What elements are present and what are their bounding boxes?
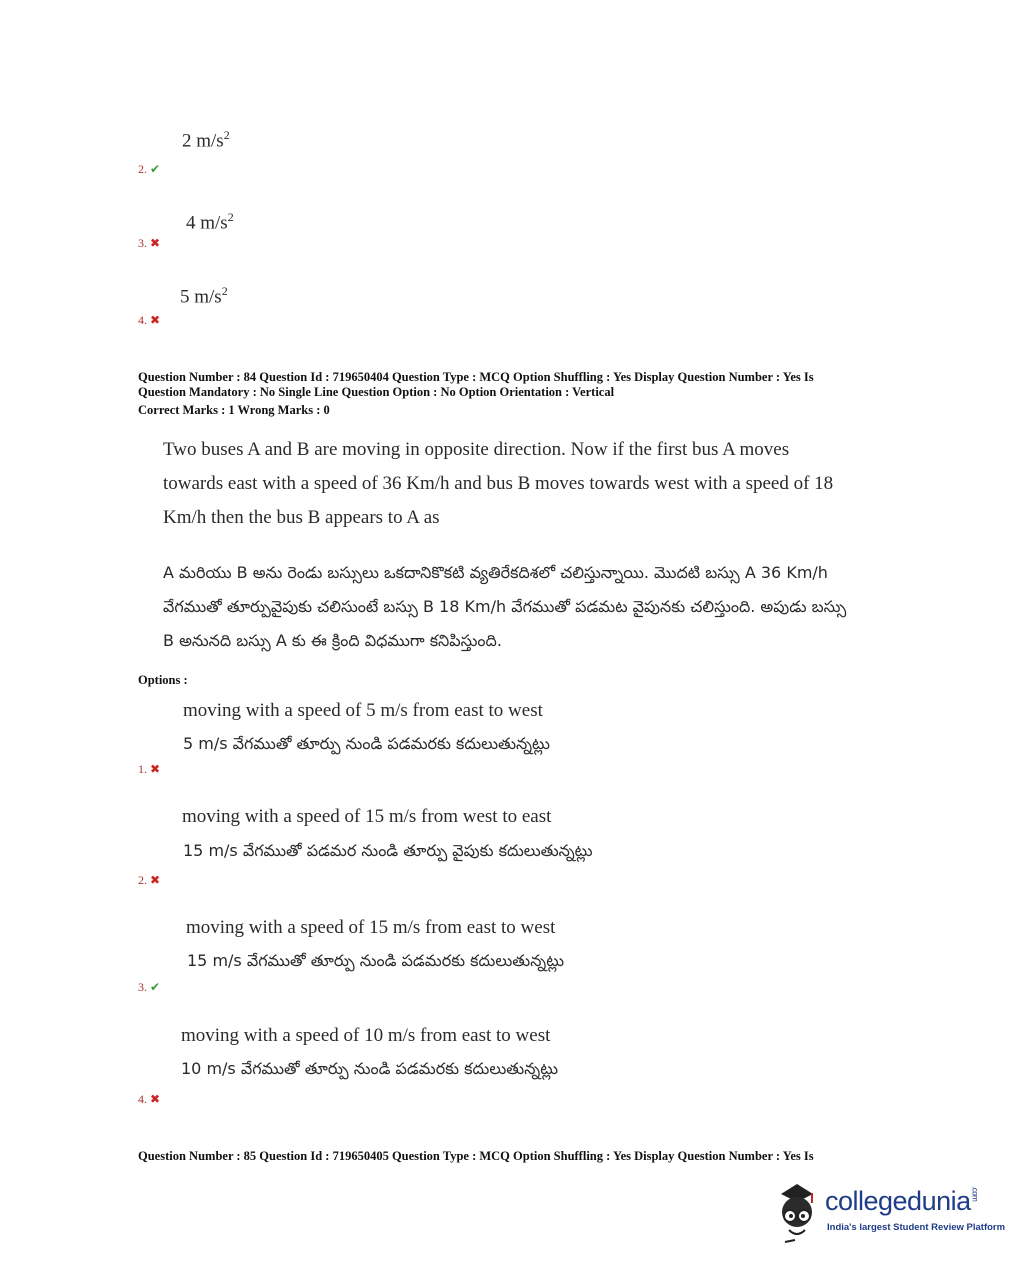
- prev-option-4-marker: 4. ✖: [138, 313, 161, 327]
- question-84-meta-line1: Question Number : 84 Question Id : 719650404 Question Type : MCQ Option Shuffling : Yes Display Question Number : Yes Is: [138, 370, 814, 384]
- option-3-marker: 3. ✔: [138, 980, 161, 994]
- option-4-telugu: 10 m/s వేగముతో తూర్పు నుండి పడమరకు కదులుతున్నట్లు: [181, 1059, 559, 1078]
- logo-brand: collegedunia.com: [825, 1186, 980, 1216]
- option-1-marker: 1. ✖: [138, 762, 161, 776]
- prev-option-2-marker: 2. ✔: [138, 162, 161, 176]
- mascot-icon: [767, 1176, 827, 1246]
- prev-option-3-marker: 3. ✖: [138, 236, 161, 250]
- check-icon: ✔: [150, 162, 161, 176]
- option-2-english: moving with a speed of 15 m/s from west to east: [182, 806, 552, 827]
- option-4-english: moving with a speed of 10 m/s from east to west: [181, 1025, 551, 1046]
- prev-option-2-text: 2 $m/s^2$: [182, 128, 230, 152]
- cross-icon: ✖: [150, 873, 161, 887]
- options-label: Options :: [138, 673, 188, 687]
- option-1-telugu: 5 m/s వేగముతో తూర్పు నుండి పడమరకు కదులుతున్నట్లు: [183, 734, 550, 753]
- question-85-meta-line1: Question Number : 85 Question Id : 719650405 Question Type : MCQ Option Shuffling : Yes Display Question Number : Yes Is: [138, 1149, 814, 1163]
- cross-icon: ✖: [150, 236, 161, 250]
- logo-tagline: India's largest Student Review Platform: [827, 1222, 1006, 1233]
- check-icon: ✔: [150, 980, 161, 994]
- question-84-english-text: Two buses A and B are moving in opposite direction. Now if the first bus A moves towards east with a speed of 36 Km/h and bus B moves towards west with a speed of 18 Km/h then the bus B appears to A as: [163, 439, 834, 528]
- collegedunia-logo: [767, 1176, 1006, 1246]
- option-2-telugu: 15 m/s వేగముతో పడమర నుండి తూర్పు వైపుకు కదులుతున్నట్లు: [183, 841, 593, 860]
- option-2-marker: 2. ✖: [138, 873, 161, 887]
- question-84-marks: Correct Marks : 1 Wrong Marks : 0: [138, 403, 330, 417]
- cross-icon: ✖: [150, 762, 161, 776]
- question-84-telugu-text: A మరియు B అను రెండు బస్సులు ఒకదానికొకటి వ్యతిరేకదిశలో చలిస్తున్నాయి. మొదటి బస్సు A 36 Km/h వేగముతో తూర్పువైపుకు చలిసుంటే బస్సు B 18 Km/h వేగముతో పడమట వైపునకు చలిస్తుంది. అపుడు బస్సు B అనునది బస్సు A కు ఈ క్రింది విధముగా కనిపిస్తుంది.: [163, 563, 847, 650]
- question-84-meta-line2: Question Mandatory : No Single Line Question Option : No Option Orientation : Vertical: [138, 385, 615, 399]
- prev-option-4-text: 5 $m/s^2$: [180, 284, 228, 308]
- cross-icon: ✖: [150, 313, 161, 327]
- option-3-english: moving with a speed of 15 m/s from east to west: [186, 917, 556, 938]
- option-4-marker: 4. ✖: [138, 1092, 161, 1106]
- option-1-english: moving with a speed of 5 m/s from east to west: [183, 700, 543, 721]
- cross-icon: ✖: [150, 1092, 161, 1106]
- prev-option-3-text: 4 $m/s^2$: [186, 210, 234, 234]
- option-3-telugu: 15 m/s వేగముతో తూర్పు నుండి పడమరకు కదులుతున్నట్లు: [187, 951, 565, 970]
